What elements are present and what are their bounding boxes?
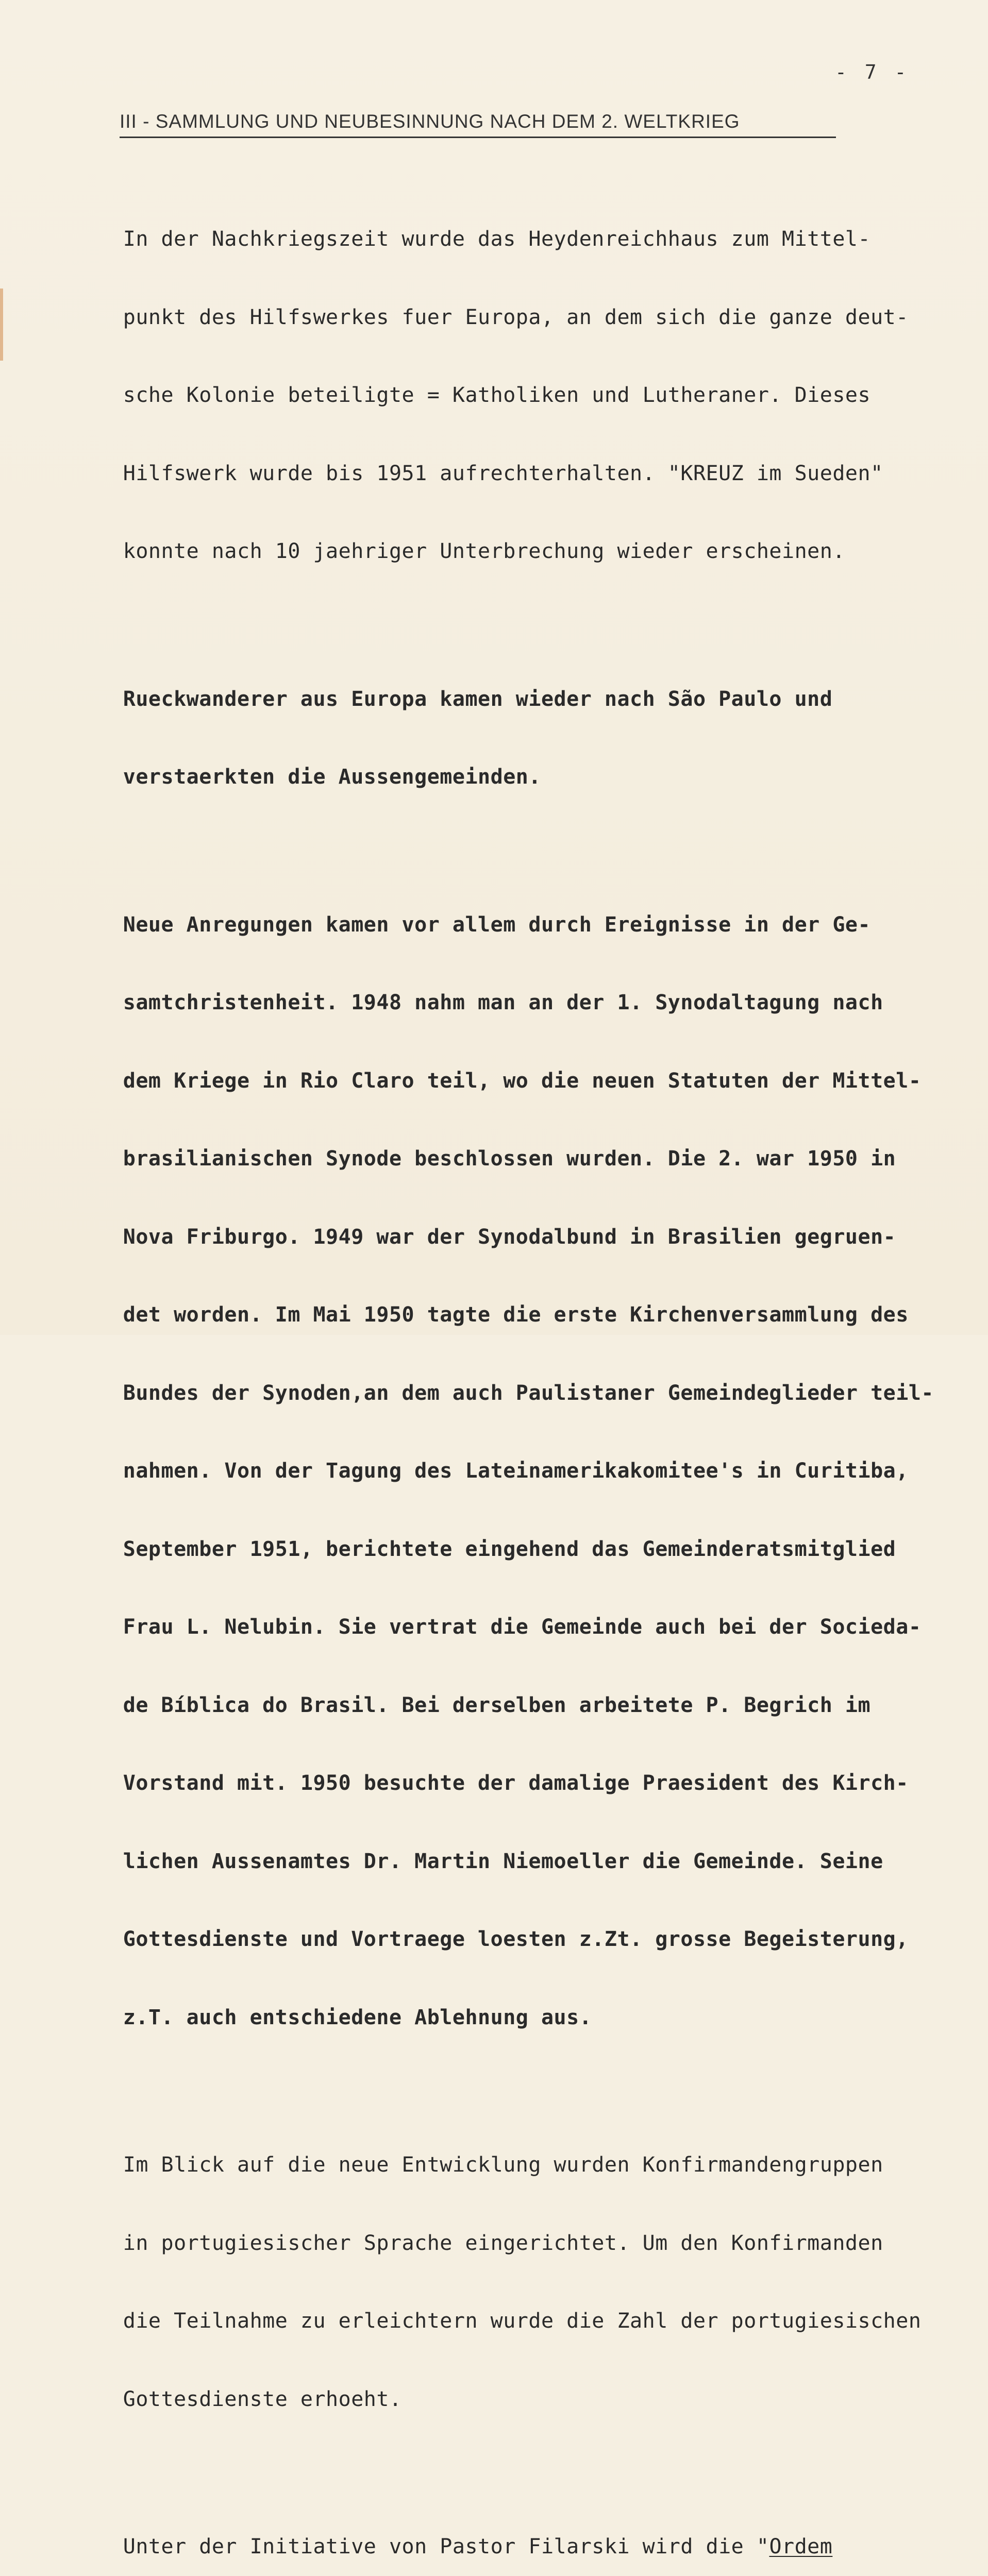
text-line: Hilfswerk wurde bis 1951 aufrechterhalten. "KREUZ im Sueden": [85, 461, 883, 485]
section-heading: III - SAMMLUNG UND NEUBESINNUNG NACH DEM 2. WELTKRIEG: [120, 111, 836, 138]
text-line: lichen Aussenamtes Dr. Martin Niemoeller die Gemeinde. Seine: [85, 1849, 883, 1873]
text-line: in portugiesischer Sprache eingerichtet. Um den Konfirmanden: [85, 2231, 883, 2255]
paper-edge-stain: [0, 289, 3, 361]
text-line: verstaerkten die Aussengemeinden.: [85, 765, 541, 789]
text-line: brasilianischen Synode beschlossen wurden. Die 2. war 1950 in: [85, 1147, 896, 1171]
text-line: Vorstand mit. 1950 besuchte der damalige Praesident des Kirch-: [85, 1771, 909, 1795]
text-line: konnte nach 10 jaehriger Unterbrechung wieder erscheinen.: [85, 539, 845, 563]
paragraph-2: [85, 634, 910, 842]
text-segment: Unter der Initiative von Pastor Filarski wird die ": [85, 2535, 769, 2558]
paragraph-4: [85, 2100, 922, 2464]
text-line: [85, 2534, 910, 2560]
paragraph-1: [85, 174, 910, 617]
text-line: z.T. auch entschiedene Ablehnung aus.: [85, 2005, 592, 2029]
text-line: Neue Anregungen kamen vor allem durch Ereignisse in der Ge-: [85, 912, 871, 937]
text-line: die Teilnahme zu erleichtern wurde die Zahl der portugiesischen: [85, 2309, 922, 2333]
text-line: de Bíblica do Brasil. Bei derselben arbeitete P. Begrich im: [85, 1693, 871, 1717]
text-line: Rueckwanderer aus Europa kamen wieder nach São Paulo und: [85, 687, 833, 711]
paragraph-5: [85, 2482, 910, 2576]
text-line: Gottesdienste erhoeht.: [85, 2387, 402, 2411]
text-line: sche Kolonie beteiligte = Katholiken und Lutheraner. Dieses: [85, 383, 871, 407]
text-line: samtchristenheit. 1948 nahm man an der 1. Synodaltagung nach: [85, 991, 883, 1014]
text-line: nahmen. Von der Tagung des Lateinamerikakomitee's in Curitiba,: [85, 1459, 909, 1483]
text-line: Bundes der Synoden,an dem auch Paulistaner Gemeindeglieder teil-: [85, 1381, 934, 1405]
page-number: - 7 -: [835, 61, 910, 83]
body-text: [85, 174, 934, 2576]
text-line: Im Blick auf die neue Entwicklung wurden Konfirmandengruppen: [85, 2153, 883, 2177]
text-line: Nova Friburgo. 1949 war der Synodalbund in Brasilien gegruen-: [85, 1225, 896, 1249]
text-line: dem Kriege in Rio Claro teil, wo die neuen Statuten der Mittel-: [85, 1069, 922, 1093]
text-line: Gottesdienste und Vortraege loesten z.Zt. grosse Begeisterung,: [85, 1927, 909, 1951]
text-line: punkt des Hilfswerkes fuer Europa, an dem sich die ganze deut-: [85, 305, 909, 329]
text-line: det worden. Im Mai 1950 tagte die erste Kirchenversammlung des: [85, 1303, 909, 1327]
paragraph-3: [85, 860, 934, 2083]
text-line: September 1951, berichtete eingehend das Gemeinderatsmitglied: [85, 1537, 896, 1561]
underlined-org-name: Ordem: [769, 2535, 833, 2558]
text-line: In der Nachkriegszeit wurde das Heydenreichhaus zum Mittel-: [85, 227, 871, 251]
text-line: Frau L. Nelubin. Sie vertrat die Gemeinde auch bei der Socieda-: [85, 1615, 922, 1639]
